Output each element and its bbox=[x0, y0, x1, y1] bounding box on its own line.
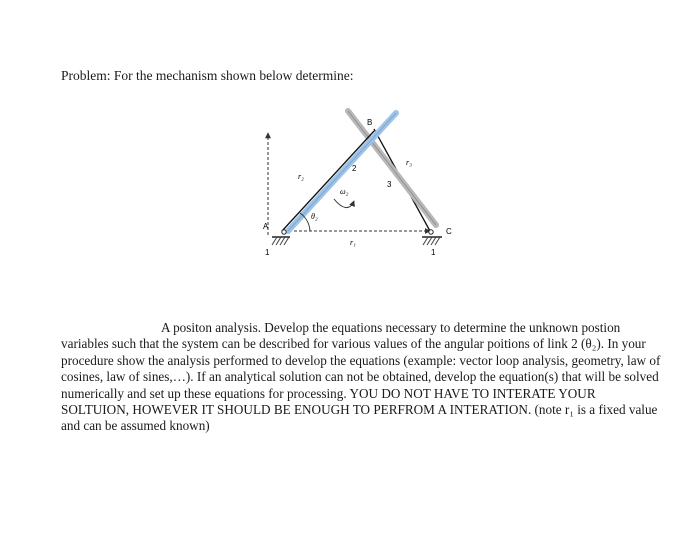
omega2-arrow bbox=[334, 199, 354, 208]
label-r2: r₂ bbox=[298, 172, 304, 181]
label-b: B bbox=[367, 118, 373, 127]
ground-c bbox=[422, 237, 442, 245]
mechanism-diagram bbox=[250, 95, 460, 270]
label-r3: r₃ bbox=[406, 158, 412, 167]
label-link-3: 3 bbox=[387, 180, 392, 189]
label-ground-1-left: 1 bbox=[265, 248, 270, 257]
label-link-2: 2 bbox=[352, 164, 357, 173]
label-c: C bbox=[446, 227, 452, 236]
task-text: A positon analysis. Develop the equations necessary to determine the unknown postion variables such that the system can be described for various values of the angular poitions of link 2 (θ₂). In your procedure show the analysis performed to develop the equations (example: vector loop analysis, geometry, law of cosines, law of sines,…). If an analytical solution can not be obtained, develop the equation(s) that will be solved numerically and set up these equations for processing. YOU DO NOT HAVE TO INTERATE YOUR SOLTUION, HOWEVER IT SHOULD BE ENOUGH TO PERFROM A INTERATION. (note r₁ is a fixed value and can be assumed known) bbox=[61, 320, 661, 434]
label-theta2: θ₂ bbox=[311, 212, 318, 221]
ground-a bbox=[272, 237, 290, 245]
problem-title: Problem: For the mechanism shown below determine: bbox=[61, 68, 354, 83]
pivot-c bbox=[429, 230, 433, 234]
r2-vector bbox=[282, 131, 374, 231]
label-a: A bbox=[263, 222, 269, 231]
label-r1: r₁ bbox=[350, 238, 356, 247]
pivot-a bbox=[282, 230, 286, 234]
task-description bbox=[61, 320, 661, 435]
label-ground-1-right: 1 bbox=[431, 248, 436, 257]
label-omega2: ω₂ bbox=[340, 187, 349, 196]
